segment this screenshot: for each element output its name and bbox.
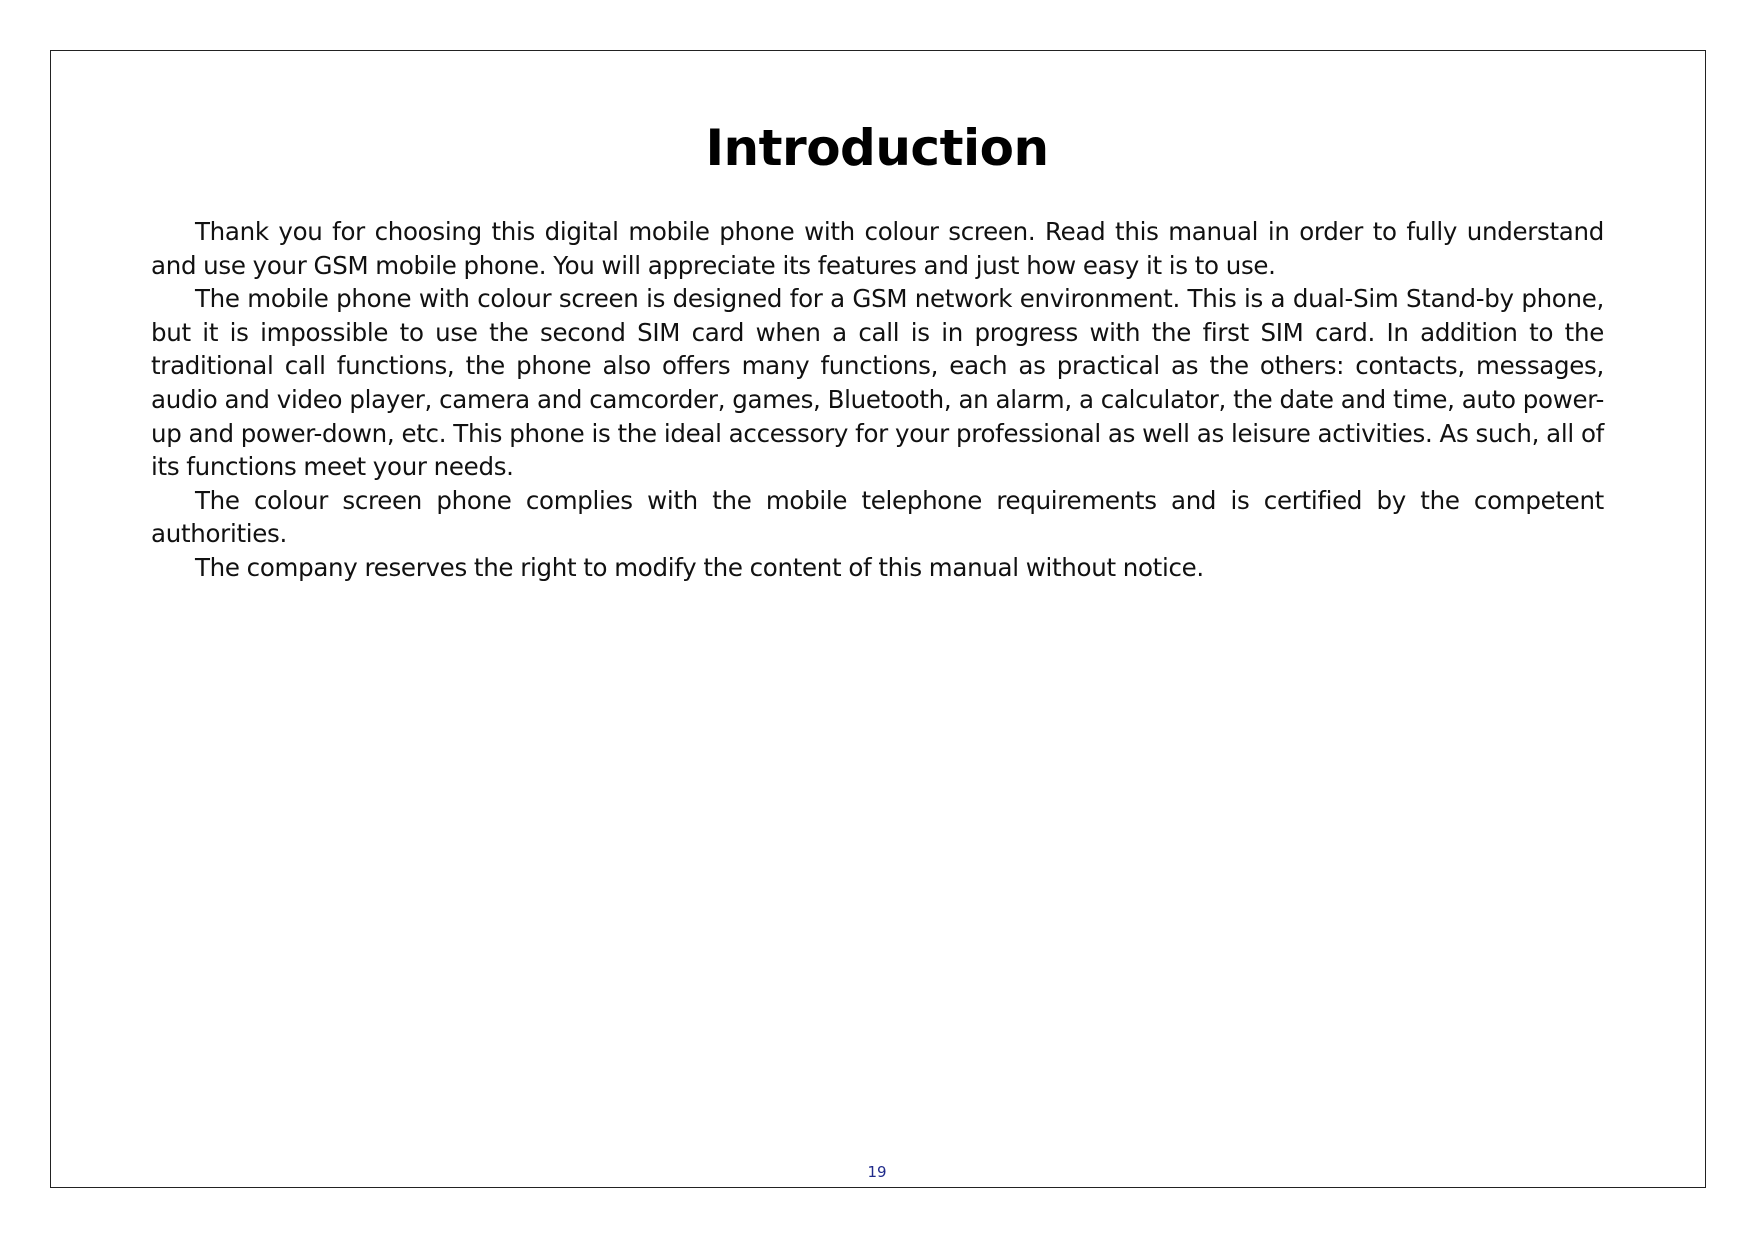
paragraph-thank-you: Thank you for choosing this digital mobile phone with colour screen. Read this manual in order to fully understand and use your GSM mobile phone. You will appreciate its features and just how easy it is to use. [151, 217, 1604, 280]
page-number: 19 [867, 1163, 887, 1181]
paragraph-phone-description: The mobile phone with colour screen is designed for a GSM network environment. This is a dual-Sim Stand-by phone, but it is impossible to use the second SIM card when a call is in progress with the first SIM card. In addition to the traditional call functions, the phone also offers many functions, each as practical as the others: contacts, messages, audio and video player, camera and camcorder, games, Bluetooth, an alarm, a calculator, the date and time, auto power-up and power-down, etc. This phone is the ideal accessory for your professional as well as leisure activities. As such, all of its functions meet your needs. [151, 284, 1604, 482]
paragraph-modification-notice: The company reserves the right to modify the content of this manual without notice. [195, 552, 1204, 582]
body-text [151, 215, 1604, 585]
paragraph-certification: The colour screen phone complies with the mobile telephone requirements and is certified by the competent authorities. [151, 485, 1604, 549]
page-title: Introduction [705, 119, 1049, 177]
